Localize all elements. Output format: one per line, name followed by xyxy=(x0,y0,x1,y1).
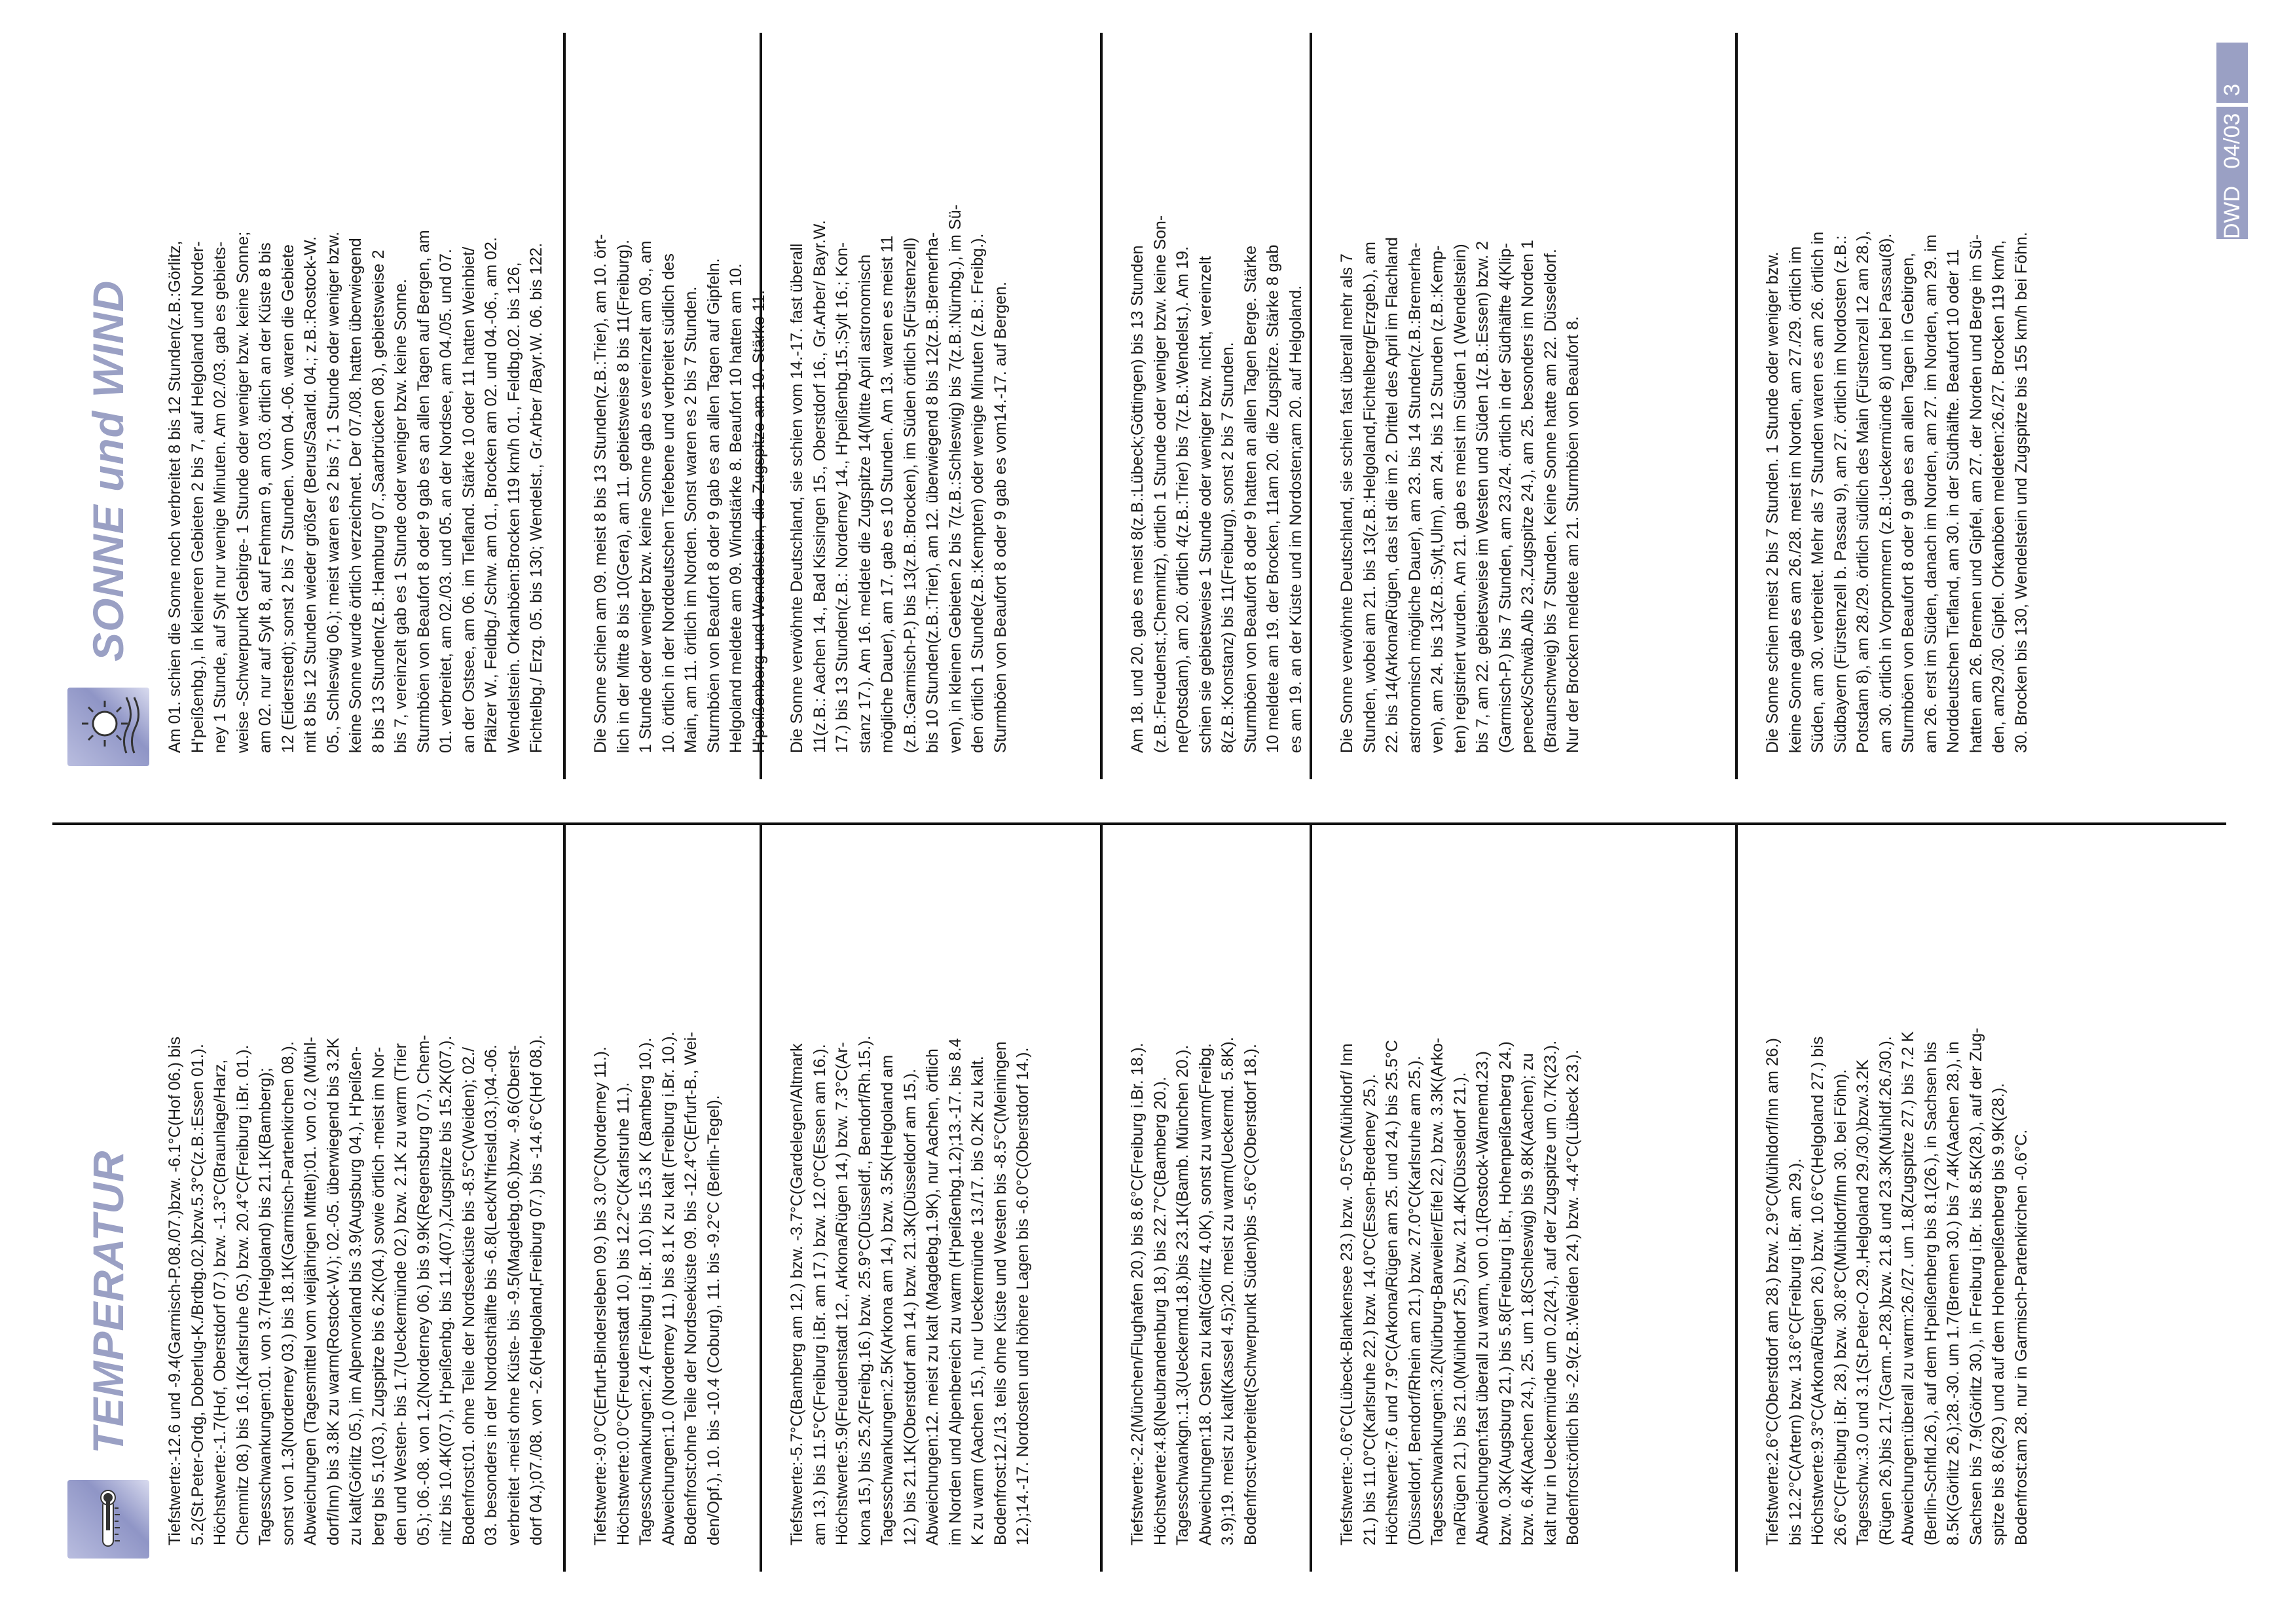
text-line: Die Sonne schien am 09. meist 8 bis 13 Stunden(z.B.:Trier), am 10. ört- xyxy=(591,234,610,753)
text-line: 3.9);19. meist zu kalt(Kassel 4.5);20. meist zu warm(Ueckermd. 5.8K). xyxy=(1219,1037,1237,1545)
text-line: kona 15.) bis 25.2(Freibg.16.) bzw. 25.9°C(Düsseldf., Bendorf/Rh.15.). xyxy=(855,1035,874,1545)
text-line: 22. bis 14(Arkona/Rügen, das ist die im 2. Drittel des April im Flachland xyxy=(1383,237,1401,753)
text-line: bis 7, vereinzelt gab es 1 Stunde oder weniger bzw. keine Sonne. xyxy=(392,278,410,753)
text-line: Chemnitz 08.) bis 16.1(Karlsruhe 05.) bzw. 20.4°C(Freiburg i.Br. 01.). xyxy=(233,1044,252,1545)
text-line: (Rügen 26.)bis 21.7(Garm.-P.28.)bzw. 21.8 und 23.3K(Mühldf.26./30.). xyxy=(1876,1036,1895,1545)
text-line: Abweichungen:12. meist zu kalt (Magdebg.1.9K), nur Aachen, örtlich xyxy=(923,1048,942,1545)
text-line: Main, am 11. örtlich im Norden. Sonst waren es 2 bis 7 Stunden. xyxy=(682,286,700,753)
text-line: 21.) bis 11.0°C(Karlsruhe 22.) bzw. 14.0°C(Essen-Bredeney 25.). xyxy=(1360,1074,1379,1545)
sonne-wind-section-5 xyxy=(1336,33,1585,753)
text-line: 26.6°C(Freiburg i.Br. 28.) bzw. 30.8°C(Mühldorf/Inn 30. bei Föhn). xyxy=(1831,1069,1850,1545)
text-line: Sturmböen von Beaufort 8 oder 9 gab es an allen Tagen in Gebirgen, xyxy=(1899,253,1917,753)
text-line: Abweichungen:fast überall zu warm, von 0.1(Rostock-Warnemd.23.) xyxy=(1473,1051,1492,1545)
text-line: bzw. 0.3K(Augsburg 21.) bis 5.8(Freiburg i.Br., Hohenpeißenberg 24.) xyxy=(1496,1041,1515,1545)
text-line: weise -Schwerpunkt Gebirge- 1 Stunde oder weniger bzw. keine Sonne; xyxy=(233,231,252,753)
temperatur-section-1 xyxy=(164,825,548,1545)
text-line: H'peißenbg.), in kleineren Gebieten 2 bis 7, auf Helgoland und Norder- xyxy=(188,241,207,753)
text-line: 01. verbreitet, am 02./03. und 05. an der Nordsee, am 04./05. und 07. xyxy=(437,249,455,753)
text-line: den, am29./30. Gipfel. Orkanböen meldeten:26./27. Brocken 119 km/h, xyxy=(1989,240,2008,753)
temperatur-header xyxy=(69,1151,147,1559)
text-line: Sturmböen von Beaufort 8 oder 9 gab es vom14.-17. auf Bergen. xyxy=(991,282,1010,753)
section-divider xyxy=(760,33,762,779)
text-line: 05.); 06.-08. von 1.2(Norderney 06.) bis 9.9K(Regensburg 07.), Chem- xyxy=(414,1035,433,1545)
sonne-wind-section-6 xyxy=(1761,33,2032,753)
section-divider xyxy=(1310,33,1312,779)
text-line: Pfälzer W., Feldbg./ Schw. am 01., Brocken am 02. und 04.-06., am 02. xyxy=(482,237,500,753)
text-line: Helgoland meldete am 09. Windstärke 8. Beaufort 10 hatten am 10. xyxy=(727,263,745,753)
section-divider xyxy=(563,825,566,1572)
text-line: bis 12.2°C(Artern) bzw. 13.6°C(Freiburg i.Br. am 29.). xyxy=(1786,1158,1805,1545)
text-line: Fichtelbg./ Erzg. 05. bis 130; Wendelst., Gr.Arber /Bayr.W. 06. bis 122. xyxy=(527,242,545,753)
text-line: Bodenfrost:12./13. teils ohne Küste und Westen bis -8.5°C(Meiningen xyxy=(991,1041,1010,1545)
text-line: Bodenfrost:verbreitet(Schwerpunkt Süden)bis -5.6°C(Oberstdorf 18.). xyxy=(1241,1044,1260,1545)
column-divider xyxy=(52,822,2226,825)
text-line: keine Sonne gab es am 26./28. meist im Norden, am 27./29. örtlich im xyxy=(1786,246,1805,753)
text-line: Wendelstein. Orkanböen:Brocken 119 km/h 01., Feldbg.02. bis 126, xyxy=(504,262,523,753)
text-line: 12.) bis 21.1K(Oberstdorf am 14.) bzw. 21.3K(Düsseldorf am 15.). xyxy=(900,1068,919,1545)
temperatur-section-2 xyxy=(589,825,725,1545)
text-line: im Norden und Alpenbereich zu warm (H'peißenbg.1.2);13.-17. bis 8.4 xyxy=(946,1038,964,1545)
text-line: Tagesschw.:3.0 und 3.1(St.Peter-O.29.,Helgoland 29./30.)bzw.3.2K xyxy=(1854,1059,1872,1545)
temperatur-column xyxy=(0,819,2295,1572)
text-line: ney 1 Stunde, auf Sylt nur wenige Minuten. Am 02./03. gab es gebiets- xyxy=(211,241,229,753)
text-line: am 13.) bis 11.5°C(Freiburg i.Br. am 17.) bzw. 12.0°C(Essen am 16.). xyxy=(810,1044,829,1545)
sun-wind-icon xyxy=(67,688,149,766)
text-line: stanz 17.). Am 16. meldete die Zugspitze 14(Mitte April astronomisch xyxy=(855,254,874,753)
text-line: 8(z.B.:Konstanz) bis 11(Freiburg), sonst 2 bis 7 Stunden. xyxy=(1219,342,1237,753)
text-line: Tiefstwerte:-2.2(München/Flughafen 20.) bis 8.6°C(Freiburg i.Br. 18.). xyxy=(1128,1043,1147,1545)
text-line: Tagesschwankgn.:1.3(Ueckermd.18.)bis 23.1K(Bamb. München 20.). xyxy=(1173,1044,1192,1545)
text-line: Südbayern (Fürstenzell b. Passau 9), am 27. örtlich im Nordosten (z.B.: xyxy=(1831,235,1850,753)
text-line: Stunden, wobei am 21. bis 13(z.B.:Helgoland,Fichtelberg/Erzgeb.), am xyxy=(1360,242,1379,753)
text-line: Tiefstwerte:2.6°C(Oberstdorf am 28.) bzw. 2.9°C(Mühldorf/Inn am 26.) xyxy=(1763,1038,1782,1545)
text-line: 1 Stunde oder weniger bzw. keine Sonne gab es vereinzelt am 09., am xyxy=(636,240,655,753)
sonne-wind-section-3 xyxy=(786,33,1012,753)
text-line: bis 10 Stunden(z.B.:Trier), am 12. überwiegend 8 bis 12(z.B.:Bremerha- xyxy=(923,232,942,753)
text-line: astronomisch mögliche Dauer), am 23. bis 14 Stunden(z.B.:Bremerha- xyxy=(1405,242,1424,753)
text-line: Am 01. schien die Sonne noch verbreitet 8 bis 12 Stunden(z.B.:Görlitz, xyxy=(166,240,184,753)
text-line: verbreitet -meist ohne Küste- bis -9.5(Magdebg.06.)bzw. -9.6(Oberst- xyxy=(504,1044,523,1545)
text-line: Sachsen bis 7.9(Görlitz 30.), in Freiburg i.Br. bis 8.5K(28.), auf der Zug- xyxy=(1966,1027,1985,1545)
text-line: Norddeutschen Tiefland, am 30. in der Südhälfte. Beaufort 10 oder 11 xyxy=(1944,249,1962,753)
text-line: mögliche Dauer), am 17. gab es 10 Stunden. Am 13. waren es meist 11 xyxy=(878,235,896,753)
text-line: (Garmisch-P.) bis 7 Stunden, am 23./24. örtlich in der Südhälfte 4(Klip- xyxy=(1496,242,1515,753)
temperatur-section-3 xyxy=(786,825,1035,1545)
temperatur-section-4 xyxy=(1126,825,1262,1545)
section-divider xyxy=(1735,825,1738,1572)
text-line: 05., Schleswig 06.); meist waren es 2 bis 7; 1 Stunde oder weniger bzw. xyxy=(323,231,342,753)
page-number: 3 xyxy=(2219,83,2245,96)
text-line: keine Sonne wurde örtlich verzeichnet. Der 07./08. hatten überwiegend xyxy=(346,238,365,753)
section-divider xyxy=(1735,33,1738,779)
sonne-wind-section-2 xyxy=(589,33,770,753)
section-divider xyxy=(760,825,762,1572)
text-line: lich in der Mitte 8 bis 10(Gera), am 11. gebietsweise 8 bis 11(Freiburg). xyxy=(614,239,633,753)
section-divider xyxy=(563,33,566,779)
text-line: ten) registriert wurden. Am 21. gab es meist im Süden 1 (Wendelstein) xyxy=(1450,244,1469,753)
text-line: Höchstwerte:7.6 und 7.9°C(Arkona/Rügen am 25. und 24.) bis 25.5°C xyxy=(1383,1040,1401,1545)
text-line: Abweichungen:1.0 (Norderney 11.) bis 8.1 K zu kalt (Freiburg i.Br. 10.). xyxy=(659,1031,678,1545)
text-line: 10 meldete am 19. der Brocken, 11am 20. die Zugspitze. Stärke 8 gab xyxy=(1264,244,1282,753)
sonne-wind-title: SONNE und WIND xyxy=(84,280,132,661)
temperatur-section-6 xyxy=(1761,825,2032,1545)
text-line: Die Sonne verwöhnte Deutschland, sie schien vom 14.-17. fast überall xyxy=(788,243,806,753)
text-line: bis 7, am 22. gebietsweise im Westen und Süden 1(z.B.:Essen) bzw. 2 xyxy=(1473,241,1492,753)
text-line: Die Sonne verwöhnte Deutschland, sie schien fast überall mehr als 7 xyxy=(1338,253,1356,753)
text-line: Bodenfrost:örtlich bis -2.9(z.B.:Weiden 24.) bzw. -4.4°C(Lübeck 23.). xyxy=(1564,1049,1582,1545)
text-line: ne(Potsdam), am 20. örtlich 4(z.B.:Trier) bis 7(z.B.:Wendelst.). Am 19. xyxy=(1173,246,1192,753)
text-line: Tiefstwerte:-12.6 und -9.4(Garmisch-P.08./07.)bzw. -6.1°C(Hof 06.) bis xyxy=(166,1037,184,1545)
text-line: ven), am 24. bis 13(z.B.:Sylt,Ulm), am 24. bis 12 Stunden (z.B.:Kemp- xyxy=(1428,245,1446,753)
sonne-wind-section-1 xyxy=(164,33,548,753)
text-line: kalt nur in Ueckermünde um 0.2(24.), auf der Zugspitze um 0.7K(23.). xyxy=(1541,1040,1560,1545)
section-divider xyxy=(1100,825,1103,1572)
text-line: Tagesschwankungen:2.4 (Freiburg i.Br. 10.) bis 15.3 K (Bamberg 10.). xyxy=(636,1037,655,1545)
text-line: 03. besonders in der Nordosthälfte bis -6.8(Leck/N'friesld.03.);04.-06. xyxy=(482,1044,500,1545)
text-line: Höchstwerte:-1.7(Hof, Oberstdorf 07.) bzw. -1.3°C(Braunlage/Harz, xyxy=(211,1059,229,1545)
text-line: Am 18. und 20. gab es meist 8(z.B.:Lübeck;Göttingen) bis 13 Stunden xyxy=(1128,245,1147,753)
text-line: (Düsseldorf, Bendorf/Rhein am 21.) bzw. 27.0°C(Karlsruhe am 25.). xyxy=(1405,1056,1424,1545)
text-line: 8.5K(Görlitz 26.);28.-30. um 1.7(Bremen 30.) bis 7.4K(Aachen 28.), in xyxy=(1944,1041,1962,1545)
text-line: (Berlin-Schfld.26.), auf dem H'peißenberg bis 8.1(26.), in Sachsen bis xyxy=(1921,1041,1940,1545)
issue-label: 04/03 xyxy=(2219,113,2245,169)
text-line: Bodenfrost:ohne Teile der Nordseeküste 09. bis -12.4°C(Erfurt-B., Wei- xyxy=(682,1031,700,1545)
text-line: an der Ostsee, am 06. im Tiefland. Stärke 10 oder 11 hatten Weinbiet/ xyxy=(459,246,478,753)
section-divider xyxy=(1100,33,1103,779)
text-line: (z.B.:Garmisch-P.) bis 13(z.B.:Brocken), im Süden örtlich 5(Fürstenzell) xyxy=(900,237,919,753)
text-line: K zu warm (Aachen 15.), nur Ueckermünde 13./17. bis 0.2K zu kalt. xyxy=(968,1056,987,1545)
text-line: H'peißenberg und Wendelstein, die Zugspitze am 10. Stärke 11. xyxy=(749,289,768,753)
text-line: Abweichungen:überall zu warm:26./27. um 1.8(Zugspitze 27.) bis 7.2 K xyxy=(1899,1031,1917,1545)
text-line: berg bis 5.1(03.), Zugspitze bis 6.2K(04.) sowie örtlich -meist im Nor- xyxy=(369,1046,388,1545)
section-divider xyxy=(1310,825,1312,1572)
text-line: Höchstwerte:9.3°C(Arkona/Rügen 26.) bzw. 10.6°C(Helgoland 27.) bis xyxy=(1808,1036,1827,1545)
text-line: sonst von 1.3(Norderney 03.) bis 18.1K(Garmisch-Partenkirchen 08.). xyxy=(278,1041,297,1545)
text-line: Sturmböen von Beaufort 8 oder 9 gab es an allen Tagen auf Gipfeln. xyxy=(704,258,723,753)
text-line: dorf/Inn) bis 3.8K zu warm(Rostock-W.); 02.-05. überwiegend bis 3.2K xyxy=(323,1037,342,1545)
text-line: 30. Brocken bis 130, Wendelstein und Zugspitze bis 155 km/h bei Föhn. xyxy=(2011,232,2030,753)
text-line: am 26. erst im Süden, danach im Norden, am 27. im Norden, am 29. im xyxy=(1921,234,1940,753)
text-line: ven), in kleinen Gebieten 2 bis 7(z.B.:Schleswig) bis 7(z.B.:Nürnbg.), im Sü- xyxy=(946,204,964,753)
text-line: Süden, am 30. verbreitet. Mehr als 7 Stunden waren es am 26. örtlich in xyxy=(1808,231,1827,753)
text-line: Die Sonne schien meist 2 bis 7 Stunden. 1 Stunde oder weniger bzw. xyxy=(1763,251,1782,753)
text-line: Tagesschwankungen:2.5K(Arkona am 14.) bzw. 3.5K(Helgoland am xyxy=(878,1054,896,1545)
text-line: Abweichungen:18. Osten zu kalt(Görlitz 4.0K), sonst zu warm(Freibg. xyxy=(1196,1043,1215,1545)
text-line: am 02. nur auf Sylt 8, auf Fehmarn 9, am 03. örtlich an der Küste 8 bis xyxy=(256,242,274,753)
temperatur-section-5 xyxy=(1336,825,1585,1545)
sonne-wind-column xyxy=(0,26,2295,779)
text-line: mit 8 bis 12 Stunden wieder größer (Berus/Saarld. 04.; z.B.:Rostock-W. xyxy=(301,236,320,753)
temperatur-title: TEMPERATUR xyxy=(84,1150,132,1454)
text-line: am 30. örtlich in Vorpommern (z.B.:Ueckermünde 8) und bei Passau(8). xyxy=(1876,233,1895,753)
text-line: Sturmböen von Beaufort 8 oder 9 gab es an allen Tagen auf Bergen, am xyxy=(414,230,433,753)
text-line: den/Opf.), 10. bis -10.4 (Coburg), 11. bis -9.2°C (Berlin-Tegel). xyxy=(704,1095,723,1545)
text-line: Tiefstwerte:-0.6°C(Lübeck-Blankensee 23.) bzw. -0.5°C(Mühldorf/ Inn xyxy=(1338,1043,1356,1545)
text-line: Höchstwerte:5.9(Freudenstadt 12., Arkona/Rügen 14.) bzw. 7.3°C(Ar- xyxy=(833,1042,851,1545)
text-line: Tiefstwerte:-9.0°C(Erfurt-Bindersleben 09.) bis 3.0°C(Norderney 11.). xyxy=(591,1046,610,1545)
text-line: 12 (Eiderstedt); sonst 2 bis 7 Stunden. Vom 04.-06. waren die Gebiete xyxy=(278,244,297,753)
publisher-label: DWD xyxy=(2219,185,2245,239)
text-line: schien sie gebietsweise 1 Stunde oder weniger bzw. nicht, vereinzelt xyxy=(1196,256,1215,753)
text-line: peneck/Schwäb.Alb 23.,Zugspitze 24.), am 25. besonders im Norden 1 xyxy=(1518,240,1537,753)
text-line: na/Rügen 21.) bis 21.0(Mühldorf 25.) bzw. 21.4K(Düsseldorf 21.). xyxy=(1450,1072,1469,1545)
thermometer-icon xyxy=(67,1480,149,1559)
text-line: 8 bis 13 Stunden(z.B.:Hamburg 07.,Saarbrücken 08.), gebietsweise 2 xyxy=(369,249,388,753)
sonne-wind-section-4 xyxy=(1126,33,1307,753)
text-line: spitze bis 8.6(29.) und auf dem Hohenpeißenberg bis 9.9K(28.). xyxy=(1989,1083,2008,1545)
text-line: 10. örtlich in der Norddeutschen Tiefebene und verbreitet südlich des xyxy=(659,253,678,753)
text-line: Nur der Brocken meldete am 21. Sturmböen von Beaufort 8. xyxy=(1564,316,1582,753)
sonne-wind-header xyxy=(69,280,147,766)
text-line: (Braunschweig) bis 7 Stunden. Keine Sonne hatte am 22. Düsseldorf. xyxy=(1541,249,1560,753)
text-line: Sturmböen von Beaufort 8 oder 9 hatten an allen Tagen Berge. Stärke xyxy=(1241,245,1260,753)
text-line: hatten am 26. Bremen und Gipfel, am 27. der Norden und Berge im Sü- xyxy=(1966,234,1985,753)
text-line: Tagesschwankungen:01. von 3.7(Helgoland) bis 21.1K(Bamberg); xyxy=(256,1067,274,1545)
page-footer xyxy=(2216,43,2248,239)
text-line: den und Westen- bis 1.7(Ueckermünde 02.) bzw. 2.1K zu warm (Trier xyxy=(392,1043,410,1545)
text-line: Höchstwerte:0.0°C(Freudenstadt 10.) bis 12.2°C(Karlsruhe 11.). xyxy=(614,1082,633,1545)
text-line: 12.);14.-17. Nordosten und höhere Lagen bis -6.0°C(Oberstdorf 14.). xyxy=(1014,1047,1032,1545)
text-line: Tagesschwankungen:3.2(Nürburg-Barweiler/Eifel 22.) bzw. 3.3K(Arko- xyxy=(1428,1037,1446,1545)
text-line: 5.2(St.Peter-Ordg, Doberlug-K./Brdbg.02.)bzw.5.3°C(z.B.:Essen 01.). xyxy=(188,1044,207,1545)
text-line: Potsdam 8), am 28./29. örtlich südlich des Main (Fürstenzell 12 am 28.), xyxy=(1854,231,1872,753)
text-line: Bodenfrost:01. ohne Teile der Nordseeküste bis -8.5°C(Weiden); 02./ xyxy=(459,1047,478,1545)
text-line: den örtlich 1 Stunde(z.B.:Kempten) oder wenige Minuten (z.B.: Freibg.). xyxy=(968,233,987,753)
text-line: dorf 04.);07./08. von -2.6(Helgoland,Freiburg 07.) bis -14.6°C(Hof 08.). xyxy=(527,1035,545,1545)
text-line: Höchstwerte:4.8(Neubrandenburg 18.) bis 22.7°C(Bamberg 20.). xyxy=(1150,1077,1169,1545)
text-line: zu kalt(Görlitz 05.), im Alpenvorland bis 3.9(Augsburg 04.), H'peißen- xyxy=(346,1046,365,1545)
text-line: 11(z.B.: Aachen 14., Bad Kissingen 15., Oberstdorf 16., Gr.Arber/ Bayr.W. xyxy=(810,220,829,753)
footer-separator xyxy=(2216,103,2248,107)
text-line: Abweichungen (Tagesmittel vom vieljährigen Mittel):01. von 0.2 (Mühl- xyxy=(301,1037,320,1545)
text-line: bzw. 6.4K(Aachen 24.), 25. um 1.8(Schleswig) bis 9.8K(Aachen); zu xyxy=(1518,1053,1537,1545)
text-line: Bodenfrost:am 28. nur in Garmisch-Partenkirchen -0.6°C. xyxy=(2011,1129,2030,1545)
text-line: 17.) bis 13 Stunden(z.B.: Norderney 14., H'peißenbg.15.;Sylt 16.; Kon- xyxy=(833,242,851,753)
text-line: (z.B.:Freudenst.;Chemnitz), örtlich 1 Stunde oder weniger bzw. keine Son- xyxy=(1150,215,1169,753)
text-line: es am 19. an der Küste und im Nordosten;am 20. auf Helgoland. xyxy=(1286,285,1305,753)
text-line: nitz bis 10.4K(07.), H'peißenbg. bis 11.4(07.),Zugspitze bis 15.2K(07.). xyxy=(437,1035,455,1545)
text-line: Tiefstwerte:-5.7°C(Bamberg am 12.) bzw. -3.7°C(Gardelegen/Altmark xyxy=(788,1043,806,1545)
